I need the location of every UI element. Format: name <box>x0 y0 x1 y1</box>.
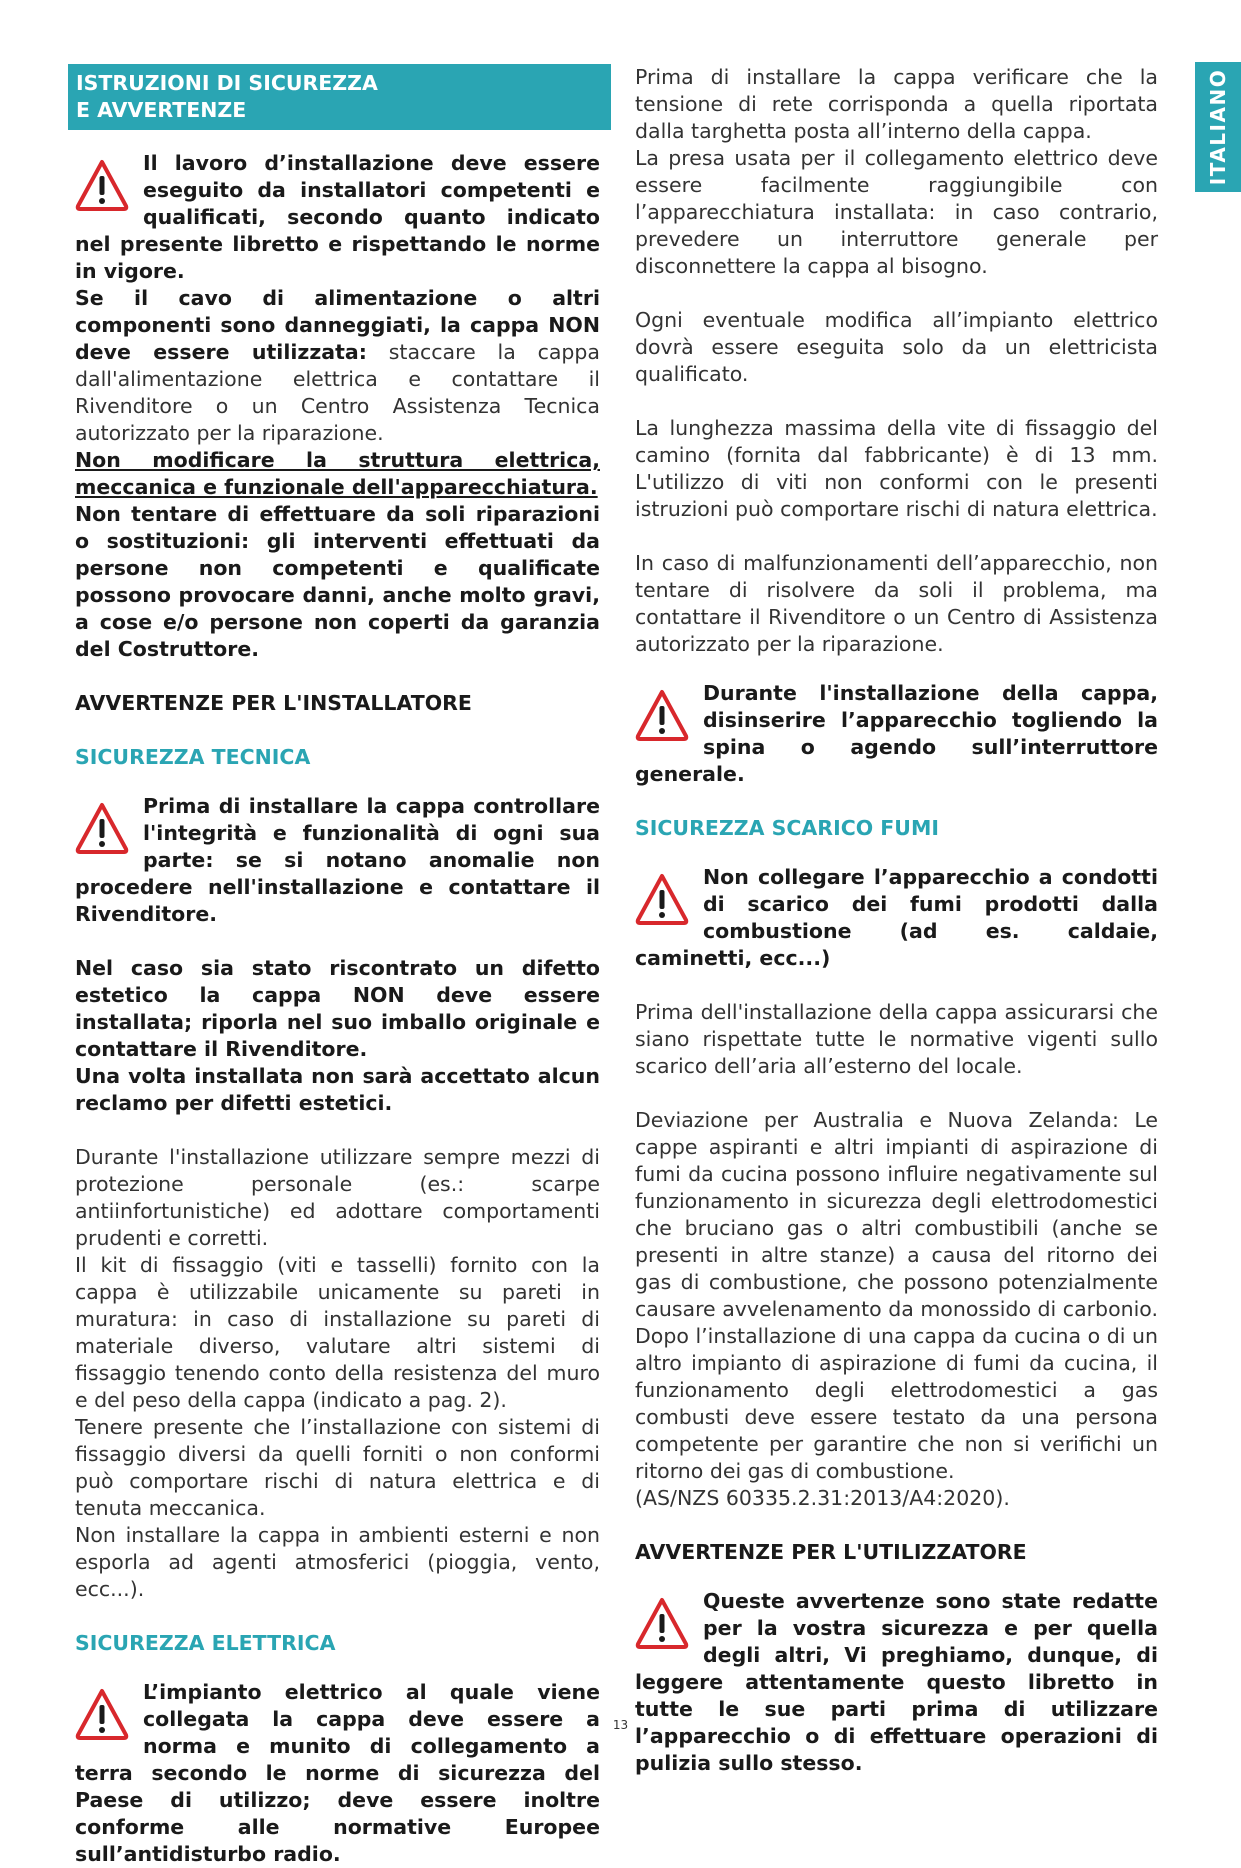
section-banner <box>68 64 611 130</box>
regulations-paragraph: Prima dell'installazione della cappa assicurarsi che siano rispettate tutte le normative vigenti sullo scarico dell’aria all’esterno del locale. <box>635 1000 1158 1078</box>
australia-paragraph: Deviazione per Australia e Nuova Zelanda: Le cappe aspiranti e altri impianti di aspirazione di fumi da cucina possono influire negativamente sul funzionamento in sicurezza degli elettrodomestici che bruciano gas o altri combustibili (anche se presenti in altre stanze) a causa del ritorno dei gas di combustione, che possono potenzialmente causare avvelenamento da monossido di carbonio. Dopo l’installazione di una cappa da cucina o di un altro impianto di aspirazione di fumi da cucina, il funzionamento degli elettrodomestici a gas combusti deve essere testato da una persona competente per garantire che non si verifichi un ritorno dei gas di combustione. <box>635 1108 1158 1483</box>
warning-electrical-text: L’impianto elettrico al quale viene collegata la cappa deve essere a norma e munito di collegamento a terra secondo le norme di sicurezza del Paese di utilizzo; deve essere inoltre conforme alle normative Europee sull’antidisturbo radio. <box>75 1680 600 1866</box>
heading-tecnica: SICUREZZA TECNICA <box>75 745 311 769</box>
warning-integrity-text: Prima di installare la cappa controllare l'integrità e funzionalità di ogni sua parte: se si notano anomalie non procedere nell'installazione e contattare il Rivenditore. <box>75 794 600 926</box>
heading-fumi: SICUREZZA SCARICO FUMI <box>635 816 939 840</box>
screw-paragraph: La lunghezza massima della vite di fissaggio del camino (fornita dal fabbricante) è di 13 mm. L'utilizzo di viti non conformi con le presenti istruzioni può comportare rischi di natura elettrica. <box>635 416 1158 521</box>
socket-paragraph: La presa usata per il collegamento elettrico deve essere facilmente raggiungibile con l’apparecchiatura installata: in caso contrario, prevedere un interruttore generale per disconnettere la cappa al bisogno. <box>635 146 1158 278</box>
protection-paragraph: Durante l'installazione utilizzare sempre mezzi di protezione personale (es.: scarpe antiinfortunistiche) ed adottare comportamenti prudenti e corretti. <box>75 1145 600 1250</box>
warning-icon <box>635 1596 689 1650</box>
warning-installers <box>75 150 600 285</box>
warning-unplug-text: Durante l'installazione della cappa, disinserire l’apparecchio togliendo la spina o agendo sull’interruttore generale. <box>635 681 1158 786</box>
heading-installer: AVVERTENZE PER L'INSTALLATORE <box>75 691 472 715</box>
right-column <box>635 64 1158 1777</box>
modification-paragraph: Ogni eventuale modifica all’impianto elettrico dovrà essere eseguita solo da un elettricista qualificato. <box>635 308 1158 386</box>
no-repair-paragraph: Non tentare di effettuare da soli riparazioni o sostituzioni: gli interventi effettuati da persone non competenti e qualificate possono provocare danni, anche molto gravi, a cose e/o persone non coperti da garanzia del Costruttore. <box>75 502 600 661</box>
warning-icon <box>75 1687 129 1741</box>
warning-integrity <box>75 793 600 928</box>
cable-paragraph <box>75 285 600 447</box>
warning-electrical <box>75 1679 600 1868</box>
left-column <box>75 64 600 1868</box>
page-number: 13 <box>612 1718 629 1732</box>
cable-bold: Se il cavo di alimentazione o altri componenti sono danneggiati, la cappa NON deve essere utilizzata: <box>75 286 600 364</box>
standard-reference: (AS/NZS 60335.2.31:2013/A4:2020). <box>635 1486 1010 1510</box>
cable-light: staccare la cappa dall'alimentazione elettrica e contattare il Rivenditore o un Centro Assistenza Tecnica autorizzato per la riparazione. <box>75 340 600 445</box>
voltage-paragraph: Prima di installare la cappa verificare che la tensione di rete corrisponda a quella riportata dalla targhetta posta all’interno della cappa. <box>635 65 1158 143</box>
warning-installers-text: Il lavoro d’installazione deve essere eseguito da installatori competenti e qualificati, secondo quanto indicato nel presente libretto e rispettando le norme in vigore. <box>75 151 600 283</box>
warning-icon <box>75 158 129 212</box>
warning-icon <box>635 688 689 742</box>
claim-paragraph: Una volta installata non sarà accettato alcun reclamo per difetti estetici. <box>75 1064 600 1115</box>
no-modify-paragraph: Non modificare la struttura elettrica, meccanica e funzionale dell'apparecchiatura. <box>75 448 600 499</box>
malfunction-paragraph: In caso di malfunzionamenti dell’apparecchio, non tentare di risolvere da soli il problema, ma contattare il Rivenditore o un Centro di Assistenza autorizzato per la riparazione. <box>635 551 1158 656</box>
warning-user-text: Queste avvertenze sono state redatte per la vostra sicurezza e per quella degli altri, Vi preghiamo, dunque, di leggere attentamente questo libretto in tutte le sue parti prima di utilizzare l’apparecchio o di effettuare operazioni di pulizia sullo stesso. <box>635 1589 1158 1775</box>
banner-line-2: E AVVERTENZE <box>76 98 247 122</box>
heading-utilizzatore: AVVERTENZE PER L'UTILIZZATORE <box>635 1540 1027 1564</box>
warning-fumes <box>635 864 1158 972</box>
warning-user <box>635 1588 1158 1777</box>
defect-paragraph: Nel caso sia stato riscontrato un difetto estetico la cappa NON deve essere installata; riporla nel suo imballo originale e contattare il Rivenditore. <box>75 956 600 1061</box>
language-tab-label: ITALIANO <box>1206 68 1230 186</box>
warning-icon <box>635 872 689 926</box>
warning-fumes-text: Non collegare l’apparecchio a condotti di scarico dei fumi prodotti dalla combustione (ad es. caldaie, caminetti, ecc...) <box>635 865 1158 970</box>
warning-icon <box>75 801 129 855</box>
fixing-paragraph: Tenere presente che l’installazione con sistemi di fissaggio diversi da quelli forniti o non conformi può comportare rischi di natura elettrica e di tenuta meccanica. <box>75 1415 600 1520</box>
heading-elettrica: SICUREZZA ELETTRICA <box>75 1631 336 1655</box>
language-tab <box>1195 62 1241 192</box>
banner-line-1: ISTRUZIONI DI SICUREZZA <box>76 71 378 95</box>
outdoor-paragraph: Non installare la cappa in ambienti esterni e non esporla ad agenti atmosferici (pioggia, vento, ecc...). <box>75 1523 600 1601</box>
warning-unplug <box>635 680 1158 788</box>
kit-paragraph: Il kit di fissaggio (viti e tasselli) fornito con la cappa è utilizzabile unicamente su pareti in muratura: in caso di installazione su pareti di materiale diverso, valutare altri sistemi di fissaggio tenendo conto della resistenza del muro e del peso della cappa (indicato a pag. 2). <box>75 1253 600 1412</box>
